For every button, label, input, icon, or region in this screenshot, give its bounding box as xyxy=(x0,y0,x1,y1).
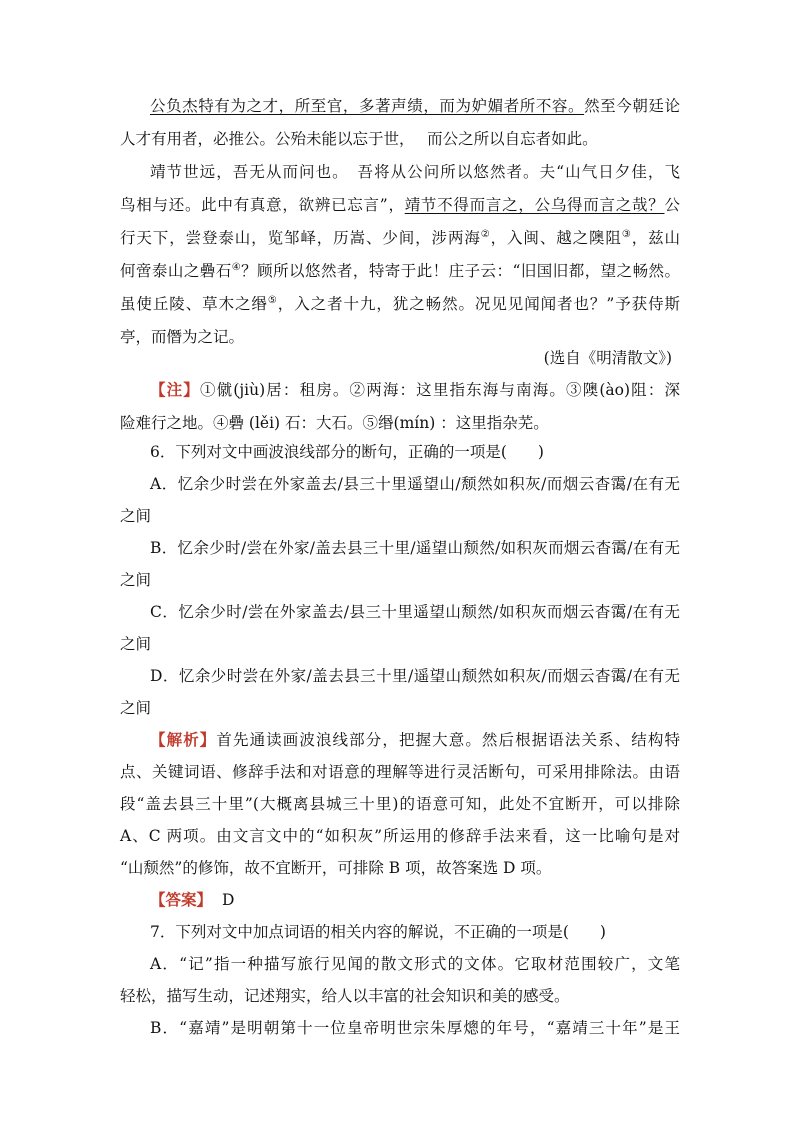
option-c-line: C．忆余少时/尝在外家盖去/县三十里遥望山颓然/如积灰而烟云杳霭/在有无 xyxy=(150,603,680,621)
analysis-label: 【解析】 xyxy=(150,730,217,749)
answer-line xyxy=(150,889,710,911)
option-d-line: D．忆余少时尝在外家/盖去县三十里/遥望山颓然如积灰/而烟云杳霭/在有无 xyxy=(150,667,680,685)
analysis-line: 段“盖去县三十里”(大概离县城三十里)的语意可知，此处不宜断开，可以排除 xyxy=(120,795,680,813)
option-b-line: B．忆余少时/尝在外家/盖去县三十里/遥望山颓然/如积灰而烟云杳霭/在有无 xyxy=(150,539,680,557)
passage-line: 虽使丘陵、草木之缗⑤，入之者十九，犹之畅然。况见见闻闻者也？”予获侍斯 xyxy=(120,294,680,313)
passage-line: 公负杰特有为之才，所至官，多著声绩，而为妒媚者所不容。然至今朝廷论 xyxy=(150,97,680,115)
note-marker: ② xyxy=(480,228,491,240)
option-a-line: 轻松，描写生动，记述翔实，给人以丰富的社会知识和美的感受。 xyxy=(120,987,570,1005)
passage-line: 靖节世远，吾无从而问也。 吾将从公问所以悠然者。夫“山气日夕佳，飞 xyxy=(150,163,680,181)
option-a-line: A．“记”指一种描写旅行见闻的散文形式的文体。它取材范围较广，文笔 xyxy=(150,955,680,973)
passage-line: 人才有用者，必推公。公殆未能以忘于世， 而公之所以自忘者如此。 xyxy=(120,130,598,148)
note-marker: ③ xyxy=(621,228,632,240)
option-b-line: B．“嘉靖”是明朝第十一位皇帝明世宗朱厚熜的年号，“嘉靖三十年”是王 xyxy=(150,1019,680,1037)
notes-label: 【注】 xyxy=(150,380,200,399)
analysis-line: 点、关键词语、修辞手法和对语意的理解等进行灵活断句，可采用排除法。由语 xyxy=(120,763,680,781)
passage-line: 行天下，尝登泰山，览邹峄，历嵩、少间，涉两海②，入闽、越之隩阻③，兹山 xyxy=(120,228,680,247)
passage-line: 亭，而僭为之记。 xyxy=(120,328,245,346)
answer-label: 【答案】 xyxy=(150,890,213,909)
option-a-line: A．忆余少时尝在外家盖去/县三十里遥望山/颓然如积灰/而烟云杳霭/在有无 xyxy=(150,475,680,493)
option-a-line: 之间 xyxy=(120,507,152,525)
analysis-line: 【解析】首先通读画波浪线部分，把握大意。然后根据语法关系、结构特 xyxy=(150,730,680,749)
note-marker: ④ xyxy=(231,261,242,273)
underlined-phrase: 靖节不得而言之，公乌得而言之哉？ xyxy=(404,196,665,214)
notes-line: 【注】①僦(jiù)居：租房。②两海：这里指东海与南海。③隩(ào)阻：深 xyxy=(150,380,680,399)
question-6-stem: 6．下列对文中画波浪线部分的断句，正确的一项是( ) xyxy=(150,443,544,461)
answer-value: D xyxy=(222,891,235,909)
analysis-line: “山颓然”的修饰，故不宜断开，可排除 B 项，故答案选 D 项。 xyxy=(120,859,552,877)
option-c-line: 之间 xyxy=(120,635,152,653)
option-b-line: 之间 xyxy=(120,571,152,589)
underlined-phrase: 公负杰特有为之才，所至官，多著声绩，而为妒媚者所不容。 xyxy=(150,97,585,115)
analysis-line: A、C 两项。由文言文中的“如积灰”所运用的修辞手法来看，这一比喻句是对 xyxy=(120,827,680,845)
note-marker: ⑤ xyxy=(267,294,278,306)
passage-line: 鸟相与还。此中有真意，欲辨已忘言”，靖节不得而言之，公乌得而言之哉？公 xyxy=(120,196,680,214)
source-citation: (选自《明清散文》) xyxy=(543,349,672,367)
notes-line: 险难行之地。④礨 (lěi) 石：大石。⑤缗(mín) ：这里指杂芜。 xyxy=(120,414,549,432)
question-7-stem: 7．下列对文中加点词语的相关内容的解说，不正确的一项是( ) xyxy=(150,923,606,941)
passage-line: 何啻泰山之礨石④？顾所以悠然者，特寄于此！庄子云：“旧国旧都，望之畅然。 xyxy=(120,261,680,280)
option-d-line: 之间 xyxy=(120,699,152,717)
